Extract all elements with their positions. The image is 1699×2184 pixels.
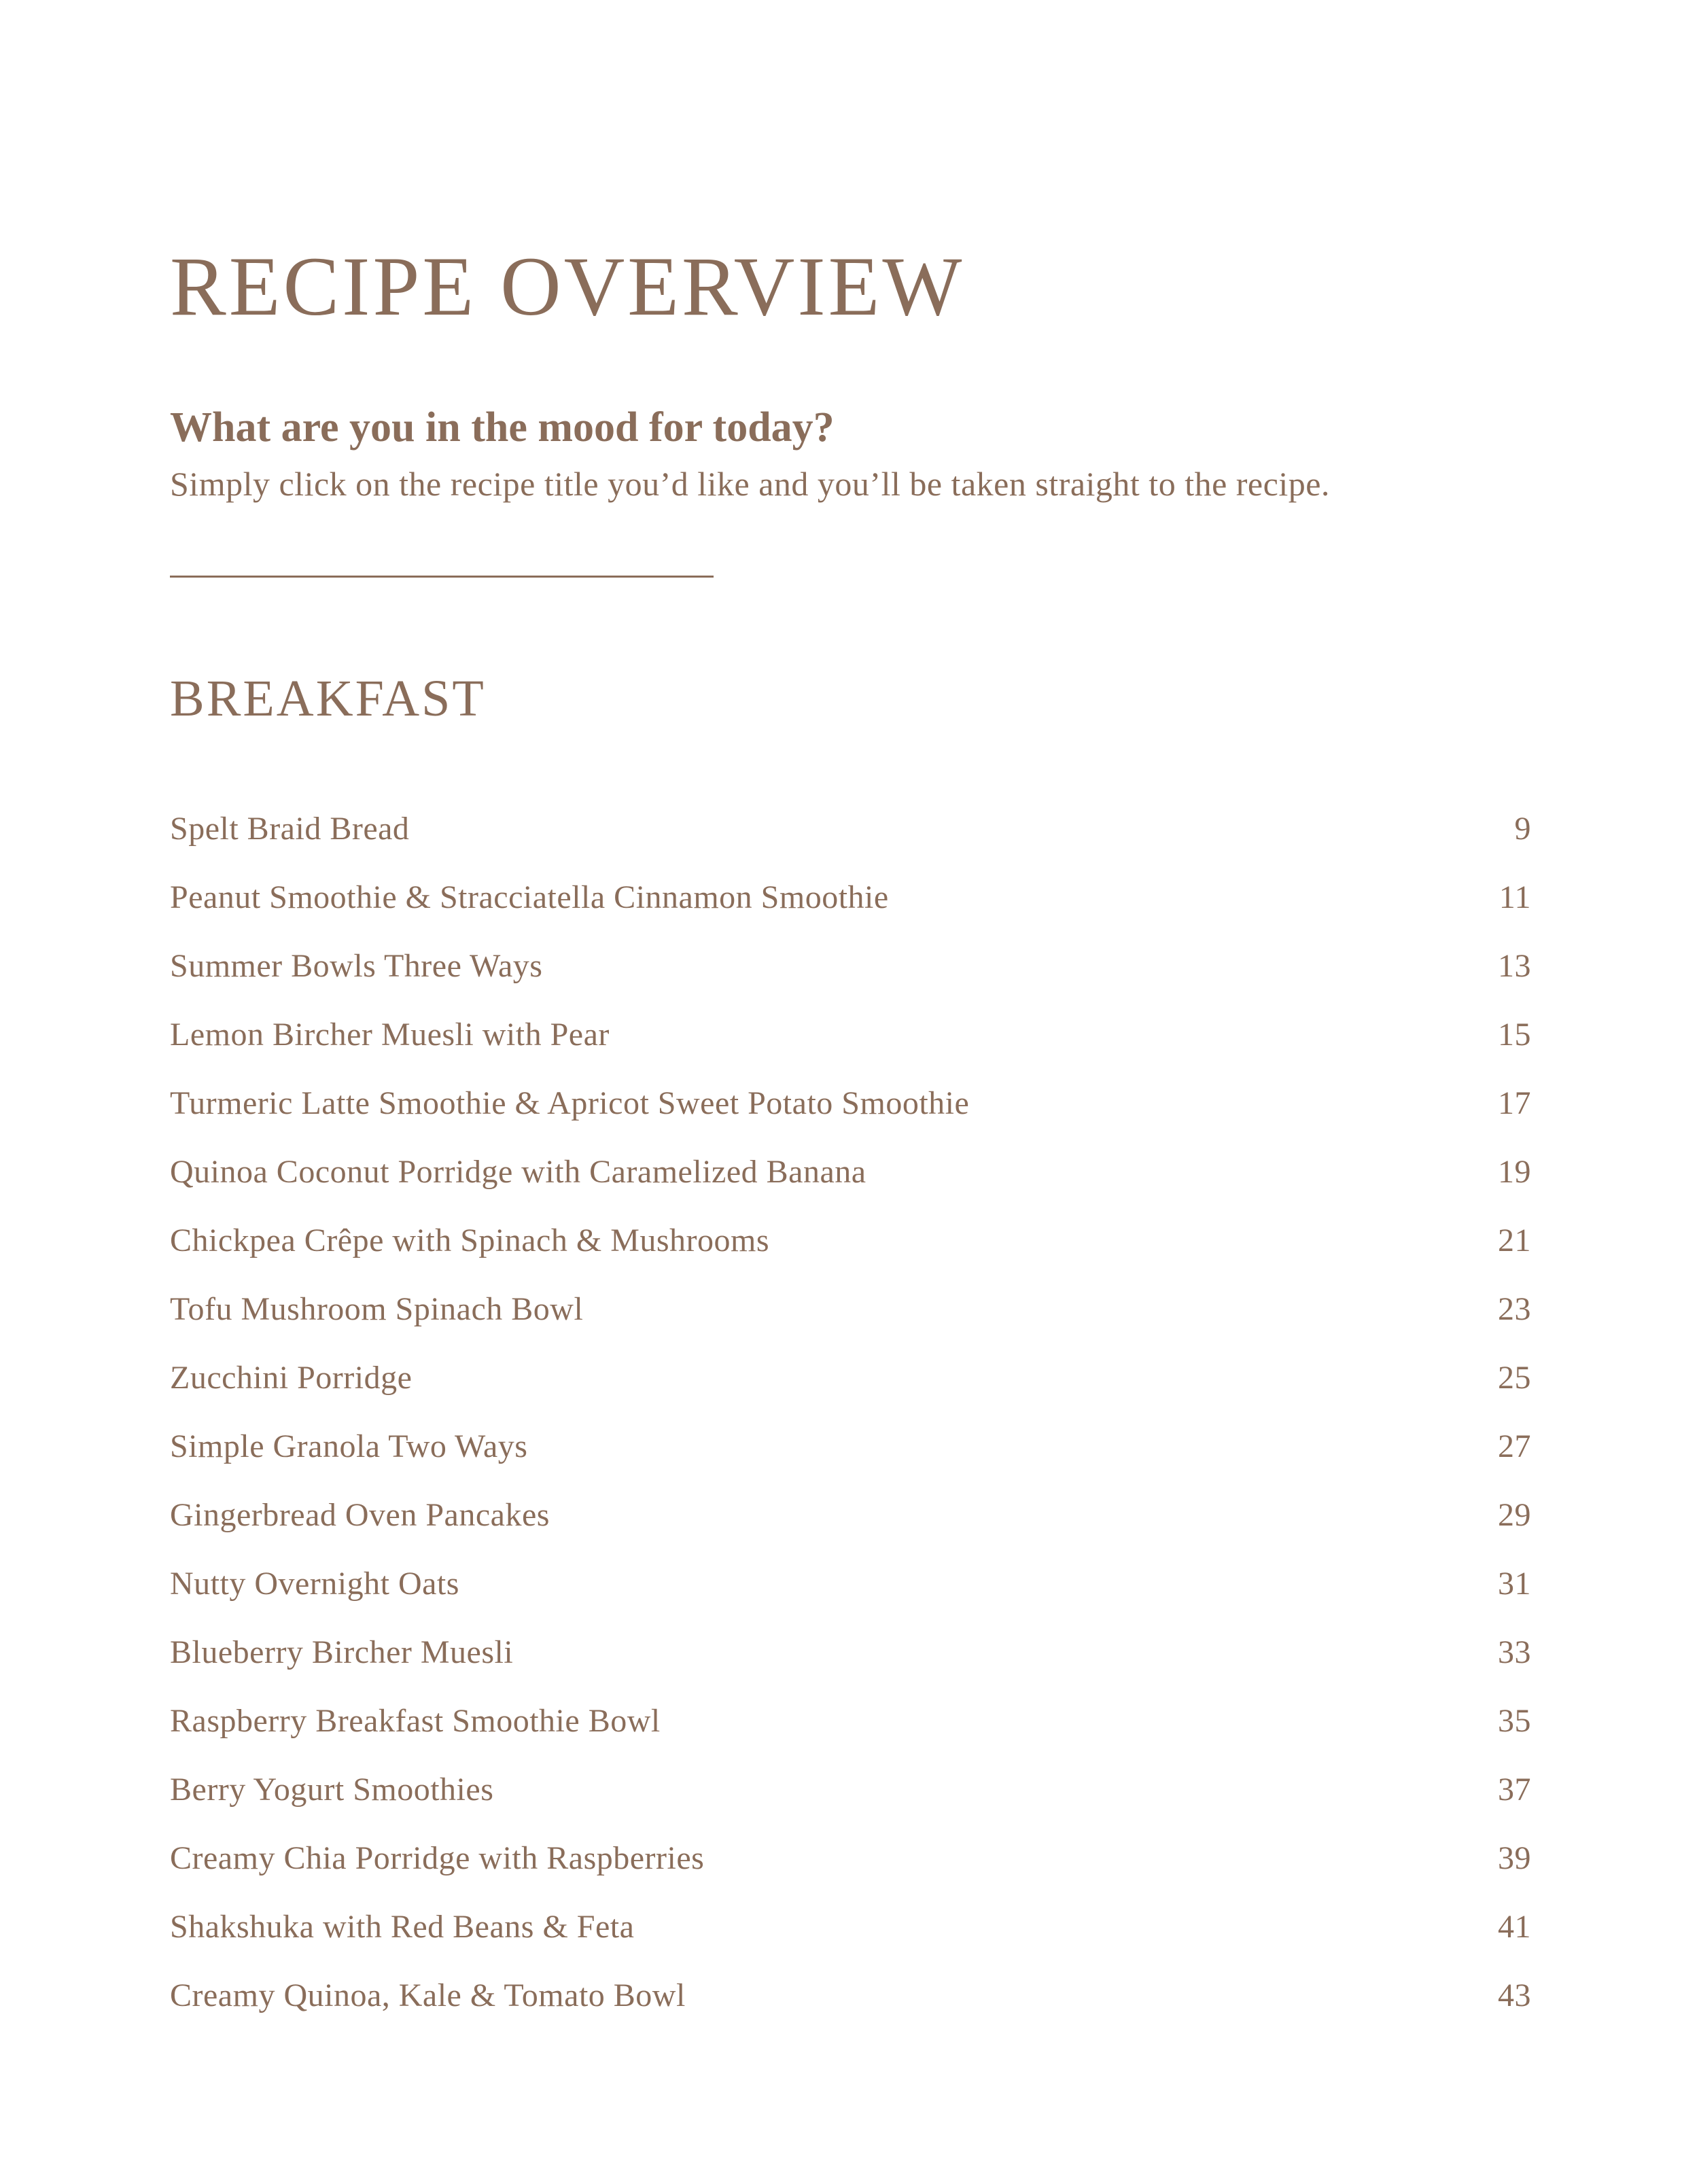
recipe-title[interactable]: Lemon Bircher Muesli with Pear [170,1017,610,1053]
recipe-page-number[interactable]: 43 [1498,1977,1531,2013]
recipe-link[interactable] [170,1148,1531,1217]
recipe-link[interactable] [170,1629,1531,1697]
section-title-breakfast: BREAKFAST [170,670,486,727]
recipe-title[interactable]: Gingerbread Oven Pancakes [170,1497,550,1533]
recipe-page-number[interactable]: 41 [1498,1909,1531,1945]
recipe-page-number[interactable]: 39 [1498,1840,1531,1876]
page-title: RECIPE OVERVIEW [170,240,965,333]
recipe-page-number[interactable]: 23 [1498,1291,1531,1327]
recipe-page-number[interactable]: 11 [1499,879,1531,915]
recipe-title[interactable]: Zucchini Porridge [170,1360,413,1396]
recipe-title[interactable]: Raspberry Breakfast Smoothie Bowl [170,1703,661,1739]
recipe-title[interactable]: Tofu Mushroom Spinach Bowl [170,1291,584,1327]
recipe-link[interactable] [170,1560,1531,1629]
recipe-page-number[interactable]: 25 [1498,1360,1531,1396]
recipe-title[interactable]: Nutty Overnight Oats [170,1566,459,1602]
divider [170,576,714,578]
recipe-link[interactable] [170,1972,1531,2041]
recipe-link[interactable] [170,1766,1531,1835]
recipe-page-number[interactable]: 27 [1498,1428,1531,1464]
recipe-title[interactable]: Simple Granola Two Ways [170,1428,528,1464]
recipe-link[interactable] [170,1286,1531,1354]
recipe-link[interactable] [170,805,1531,874]
recipe-title[interactable]: Quinoa Coconut Porridge with Caramelized Banana [170,1154,866,1190]
intro-text: Simply click on the recipe title you’d like and you’ll be taken straight to the recipe. [170,465,1330,503]
intro-heading: What are you in the mood for today? [170,404,835,451]
recipe-link[interactable] [170,1903,1531,1972]
recipe-link[interactable] [170,1492,1531,1560]
recipe-link[interactable] [170,1835,1531,1903]
recipe-page-number[interactable]: 13 [1498,948,1531,984]
recipe-title[interactable]: Creamy Quinoa, Kale & Tomato Bowl [170,1977,686,2013]
recipe-title[interactable]: Berry Yogurt Smoothies [170,1772,494,1808]
recipe-page-number[interactable]: 21 [1498,1222,1531,1258]
recipe-page-number[interactable]: 19 [1498,1154,1531,1190]
recipe-link[interactable] [170,1217,1531,1286]
recipe-page-number[interactable]: 37 [1498,1772,1531,1808]
recipe-page-number[interactable]: 29 [1498,1497,1531,1533]
recipe-link[interactable] [170,874,1531,943]
recipe-link[interactable] [170,1697,1531,1766]
recipe-title[interactable]: Chickpea Crêpe with Spinach & Mushrooms [170,1222,770,1258]
recipe-page-number[interactable]: 17 [1498,1085,1531,1121]
recipe-page-number[interactable]: 9 [1514,811,1531,847]
recipe-page-number[interactable]: 31 [1498,1566,1531,1602]
recipe-list [170,805,1531,2041]
recipe-link[interactable] [170,943,1531,1011]
recipe-title[interactable]: Peanut Smoothie & Stracciatella Cinnamon Smoothie [170,879,889,915]
recipe-title[interactable]: Turmeric Latte Smoothie & Apricot Sweet Potato Smoothie [170,1085,970,1121]
recipe-title[interactable]: Summer Bowls Three Ways [170,948,543,984]
recipe-page-number[interactable]: 33 [1498,1634,1531,1670]
recipe-link[interactable] [170,1011,1531,1080]
recipe-title[interactable]: Creamy Chia Porridge with Raspberries [170,1840,705,1876]
recipe-page-number[interactable]: 15 [1498,1017,1531,1053]
recipe-link[interactable] [170,1354,1531,1423]
recipe-link[interactable] [170,1423,1531,1492]
recipe-link[interactable] [170,1080,1531,1148]
recipe-title[interactable]: Shakshuka with Red Beans & Feta [170,1909,635,1945]
recipe-page-number[interactable]: 35 [1498,1703,1531,1739]
recipe-title[interactable]: Spelt Braid Bread [170,811,410,847]
recipe-title[interactable]: Blueberry Bircher Muesli [170,1634,514,1670]
